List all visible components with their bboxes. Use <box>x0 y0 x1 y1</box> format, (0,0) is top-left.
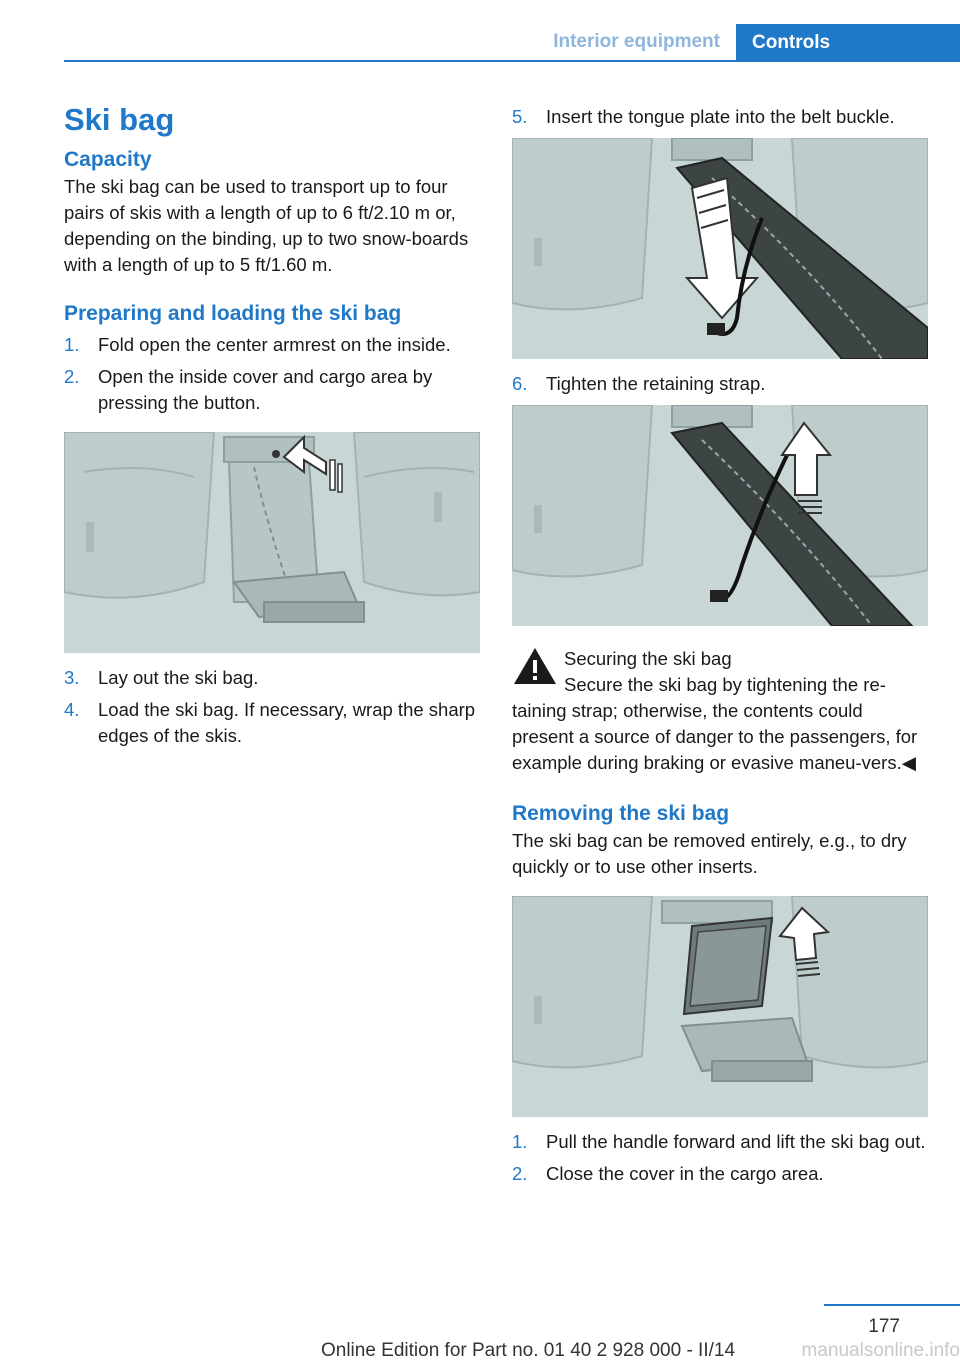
steps-list-a <box>64 332 480 416</box>
left-column <box>64 100 480 755</box>
steps-list-step6 <box>512 371 928 397</box>
step-text: Close the cover in the cargo area. <box>546 1163 824 1184</box>
preparing-heading: Preparing and loading the ski bag <box>64 302 402 325</box>
steps-list-b <box>64 665 480 749</box>
step-number: 2. <box>512 1163 528 1184</box>
list-item <box>64 332 480 358</box>
step-text: Load the ski bag. If necessary, wrap the sharp edges of the skis. <box>98 699 476 746</box>
tongue-plate-illustration <box>512 138 928 359</box>
right-column <box>512 104 928 1193</box>
list-item <box>512 1129 928 1155</box>
steps-list-c <box>512 1129 928 1187</box>
warning-text-rest: taining strap; otherwise, the contents could present a source of danger to the passengers, for example during braking or evasive maneu‐vers.◀ <box>512 700 918 773</box>
header-rule <box>64 60 960 62</box>
list-item <box>64 364 480 416</box>
list-item <box>512 104 928 130</box>
step-text: Tighten the retaining strap. <box>546 373 766 394</box>
removing-heading: Removing the ski bag <box>512 802 730 825</box>
watermark: manualsonline.info <box>801 1340 960 1361</box>
removing-text: The ski bag can be removed entirely, e.g., to dry quickly or to use other inserts. <box>512 830 907 877</box>
warning-title: Securing the ski bag <box>564 648 732 669</box>
capacity-heading: Capacity <box>64 148 152 171</box>
warning-icon <box>512 646 564 692</box>
warning-text-first: Secure the ski bag by tightening the re‐ <box>564 674 886 695</box>
header-section-label: Interior equipment <box>553 31 720 52</box>
list-item <box>512 1161 928 1187</box>
header-chapter-tab: Controls <box>736 24 960 62</box>
step-number: 5. <box>512 106 528 127</box>
step-number: 4. <box>64 699 80 720</box>
step-text: Insert the tongue plate into the belt buckle. <box>546 106 895 127</box>
footer-rule <box>824 1304 960 1306</box>
step-number: 1. <box>64 334 80 355</box>
list-item <box>512 371 928 397</box>
page-title: Ski bag <box>64 102 175 137</box>
steps-list-step5 <box>512 104 928 130</box>
step-number: 3. <box>64 667 80 688</box>
step-text: Fold open the center armrest on the inside. <box>98 334 451 355</box>
step-text: Open the inside cover and cargo area by pressing the button. <box>98 366 433 413</box>
step-text: Pull the handle forward and lift the ski bag out. <box>546 1131 926 1152</box>
remove-ski-bag-illustration <box>512 896 928 1117</box>
warning-box <box>512 646 928 698</box>
armrest-button-illustration <box>64 432 480 653</box>
edition-text: Online Edition for Part no. 01 40 2 928 000 - II/14 <box>320 1340 736 1361</box>
step-number: 2. <box>64 366 80 387</box>
step-text: Lay out the ski bag. <box>98 667 259 688</box>
retaining-strap-illustration <box>512 405 928 626</box>
step-number: 1. <box>512 1131 528 1152</box>
step-number: 6. <box>512 373 528 394</box>
page-number: 177 <box>868 1316 900 1337</box>
capacity-text: The ski bag can be used to transport up to four pairs of skis with a length of up to 6 ft/2.10 m or, depending on the binding, up to two snow‐boards with a length of up to 5 ft/1.60 m. <box>64 176 469 275</box>
list-item <box>64 665 480 691</box>
list-item <box>64 697 480 749</box>
